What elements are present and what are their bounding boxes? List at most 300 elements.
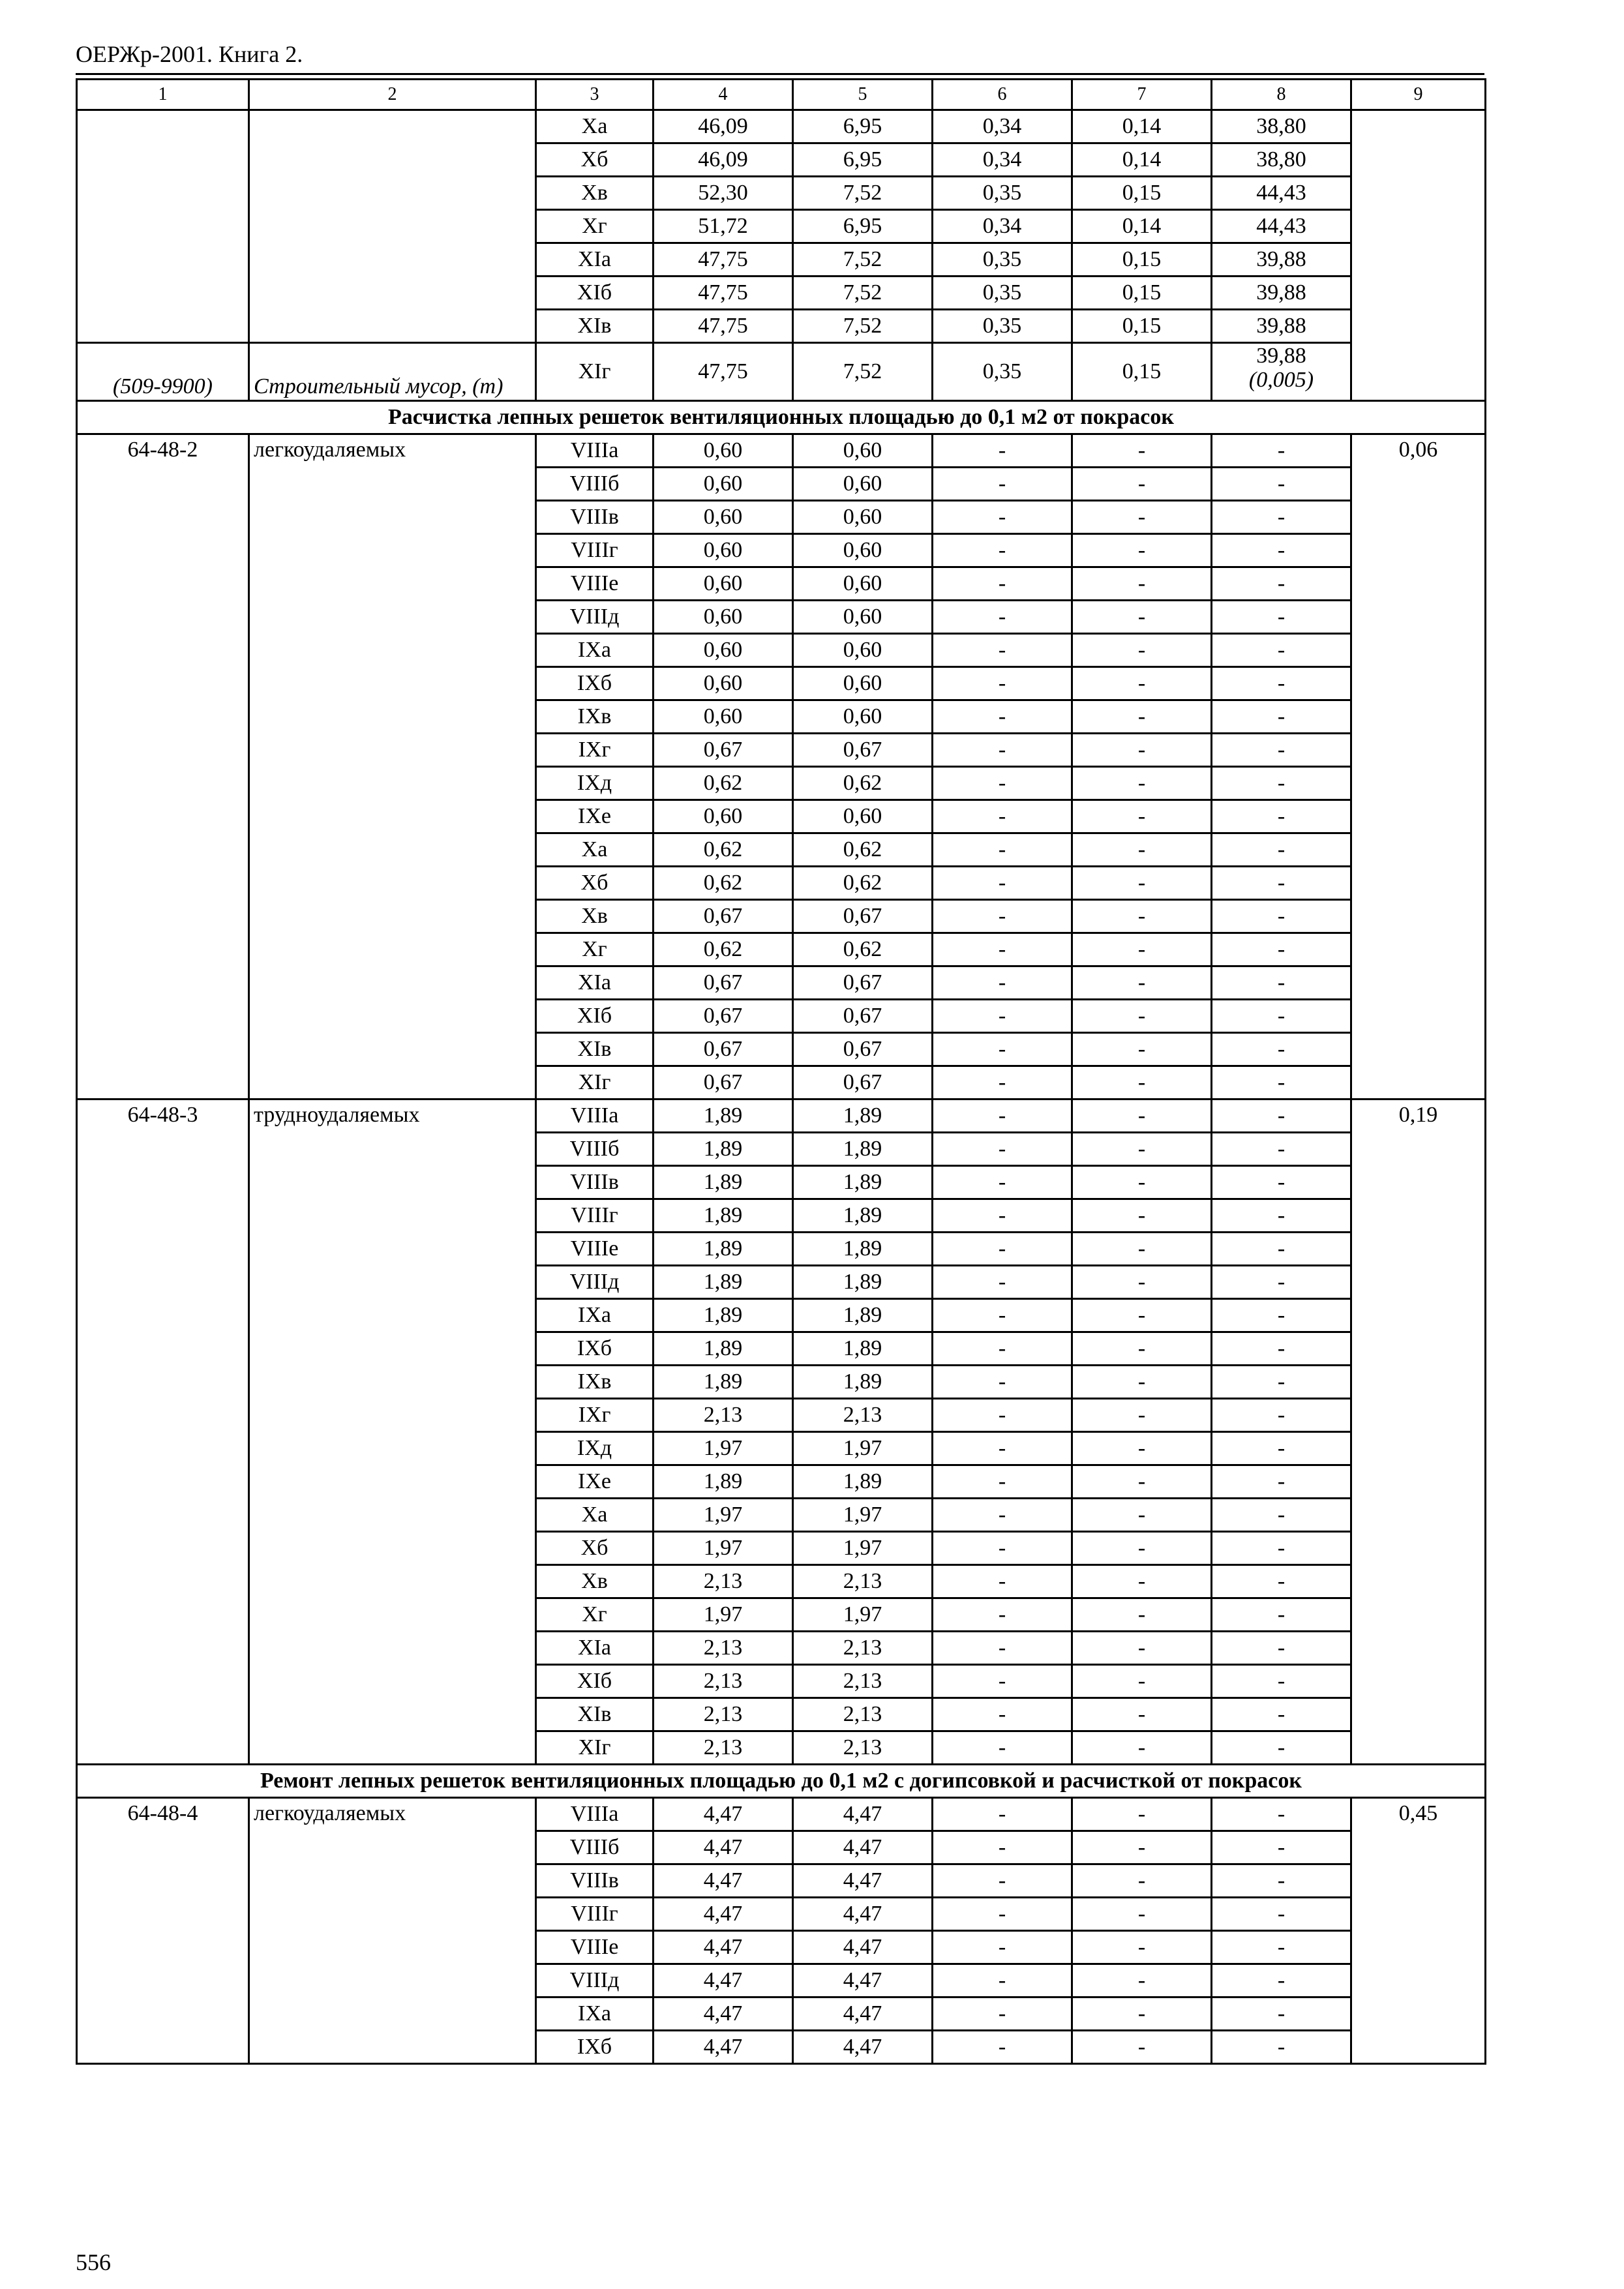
region-cell: Xв xyxy=(536,177,654,210)
value-cell: - xyxy=(1072,601,1212,634)
value-cell: - xyxy=(1072,933,1212,966)
region-cell: Xг xyxy=(536,210,654,243)
col9-cell: 0,19 xyxy=(1351,1100,1486,1765)
value-cell: 2,13 xyxy=(793,1731,933,1765)
region-cell: XIг xyxy=(536,1066,654,1100)
value-cell: 1,89 xyxy=(793,1366,933,1399)
value-cell: - xyxy=(1212,867,1351,900)
value-cell: 2,13 xyxy=(654,1698,793,1731)
region-cell: VIIIв xyxy=(536,1864,654,1898)
value-cell: - xyxy=(1212,634,1351,667)
column-number: 6 xyxy=(933,80,1072,110)
value-cell: - xyxy=(1212,534,1351,567)
value-cell: - xyxy=(933,700,1072,734)
value-cell: 2,13 xyxy=(793,1698,933,1731)
value-cell: 0,62 xyxy=(793,767,933,800)
value-cell: 1,89 xyxy=(793,1332,933,1366)
code-cell: 64-48-3 xyxy=(77,1100,249,1765)
value-cell: - xyxy=(1212,1665,1351,1698)
value-cell: - xyxy=(933,767,1072,800)
value-cell: - xyxy=(933,1798,1072,1831)
page-number: 556 xyxy=(76,2249,111,2275)
value-cell: 2,13 xyxy=(793,1399,933,1432)
value-cell: 1,97 xyxy=(654,1598,793,1632)
region-cell: XIa xyxy=(536,966,654,1000)
value-cell: - xyxy=(1212,1199,1351,1233)
value-cell: - xyxy=(1072,1366,1212,1399)
value-cell: 0,67 xyxy=(654,900,793,933)
value-cell: - xyxy=(1072,1864,1212,1898)
region-cell: VIIIв xyxy=(536,501,654,534)
col9-cell: 0,45 xyxy=(1351,1798,1486,2064)
value-cell: - xyxy=(1212,667,1351,700)
region-cell: IXд xyxy=(536,767,654,800)
value-cell: 2,13 xyxy=(654,1399,793,1432)
value-cell: 2,13 xyxy=(654,1731,793,1765)
value-cell: 1,89 xyxy=(654,1465,793,1499)
region-cell: XIб xyxy=(536,1000,654,1033)
value-cell: 0,67 xyxy=(654,1066,793,1100)
value-cell: - xyxy=(1072,567,1212,601)
value-cell: 1,89 xyxy=(793,1233,933,1266)
value-cell: - xyxy=(933,1266,1072,1299)
value-cell: 2,13 xyxy=(793,1665,933,1698)
value-cell: 6,95 xyxy=(793,210,933,243)
value-cell: 4,47 xyxy=(793,1798,933,1831)
value-cell: 0,15 xyxy=(1072,343,1212,401)
value-cell: - xyxy=(933,2031,1072,2064)
waste-code-cell: (509-9900) xyxy=(77,343,249,401)
value-cell: 4,47 xyxy=(793,1964,933,1997)
value-cell: 4,47 xyxy=(793,1931,933,1964)
value-cell: 1,89 xyxy=(654,1266,793,1299)
value-cell: - xyxy=(1212,1233,1351,1266)
value-cell: - xyxy=(933,1931,1072,1964)
region-cell: XIв xyxy=(536,1033,654,1066)
value-cell: 47,75 xyxy=(654,277,793,310)
value-cell: 1,89 xyxy=(793,1100,933,1133)
value-cell: - xyxy=(1212,1698,1351,1731)
value-cell: - xyxy=(1212,1499,1351,1532)
value-cell: - xyxy=(1212,734,1351,767)
value-cell: 1,89 xyxy=(654,1299,793,1332)
value-cell: 0,60 xyxy=(793,534,933,567)
value-cell: - xyxy=(1212,1465,1351,1499)
region-cell: VIIIб xyxy=(536,468,654,501)
section-title-row xyxy=(77,1765,1486,1798)
value-cell: 0,67 xyxy=(793,734,933,767)
region-cell: Xa xyxy=(536,833,654,867)
value-cell: - xyxy=(1072,1332,1212,1366)
value-cell: - xyxy=(933,434,1072,468)
value-cell: - xyxy=(1072,434,1212,468)
value-cell: 1,97 xyxy=(793,1499,933,1532)
value-cell: 1,89 xyxy=(654,1233,793,1266)
value-cell: - xyxy=(1072,2031,1212,2064)
value-cell: 47,75 xyxy=(654,243,793,277)
value-cell: - xyxy=(1072,1266,1212,1299)
region-cell: Xв xyxy=(536,900,654,933)
value-cell: - xyxy=(1212,966,1351,1000)
region-cell: VIIIд xyxy=(536,1964,654,1997)
value-cell: - xyxy=(1212,1266,1351,1299)
value-cell: 0,60 xyxy=(793,501,933,534)
column-number: 9 xyxy=(1351,80,1486,110)
value-cell: - xyxy=(1072,1898,1212,1931)
value-cell: 0,62 xyxy=(654,767,793,800)
region-cell: IXб xyxy=(536,667,654,700)
value-cell: - xyxy=(1212,1066,1351,1100)
value-cell: 0,60 xyxy=(793,468,933,501)
value-cell: 44,43 xyxy=(1212,177,1351,210)
name-cell: легкоудаляемых xyxy=(249,1798,536,2064)
value-cell: - xyxy=(1212,1366,1351,1399)
name-cell: легкоудаляемых xyxy=(249,434,536,1100)
value-cell: 0,60 xyxy=(793,434,933,468)
value-cell: 1,97 xyxy=(654,1532,793,1565)
region-cell: XIв xyxy=(536,1698,654,1731)
region-cell: Xб xyxy=(536,143,654,177)
value-cell: - xyxy=(1072,468,1212,501)
value-cell: - xyxy=(1212,1864,1351,1898)
value-cell: - xyxy=(933,1565,1072,1598)
table-row xyxy=(77,110,1486,143)
name-cell xyxy=(249,110,536,343)
region-cell: Xб xyxy=(536,867,654,900)
value-cell: - xyxy=(933,1831,1072,1864)
value-cell: 0,60 xyxy=(654,501,793,534)
region-cell: IXг xyxy=(536,1399,654,1432)
value-cell: - xyxy=(1212,1565,1351,1598)
value-cell: 0,35 xyxy=(933,277,1072,310)
value-cell: 0,15 xyxy=(1072,277,1212,310)
value-cell: 0,60 xyxy=(654,534,793,567)
value-cell: 0,15 xyxy=(1072,243,1212,277)
region-cell: IXб xyxy=(536,1332,654,1366)
value-cell: 44,43 xyxy=(1212,210,1351,243)
region-cell: VIIIa xyxy=(536,1100,654,1133)
value-cell: 0,62 xyxy=(654,933,793,966)
value-cell: - xyxy=(1072,734,1212,767)
value-cell: - xyxy=(1072,867,1212,900)
value-cell: - xyxy=(1072,1931,1212,1964)
value-cell: 0,60 xyxy=(654,434,793,468)
value-cell: - xyxy=(1072,700,1212,734)
value-cell: 0,60 xyxy=(654,634,793,667)
value-cell: - xyxy=(1212,800,1351,833)
value-cell: - xyxy=(1072,1565,1212,1598)
value-cell: - xyxy=(1072,1100,1212,1133)
region-cell: VIIIa xyxy=(536,1798,654,1831)
region-cell: VIIIе xyxy=(536,1931,654,1964)
column-number: 7 xyxy=(1072,80,1212,110)
region-cell: XIг xyxy=(536,343,654,401)
value-cell: 1,97 xyxy=(793,1598,933,1632)
value-cell: - xyxy=(1072,1033,1212,1066)
code-cell: 64-48-2 xyxy=(77,434,249,1100)
value-cell: 1,97 xyxy=(793,1432,933,1465)
value-cell: 4,47 xyxy=(793,2031,933,2064)
value-cell: 51,72 xyxy=(654,210,793,243)
value-cell: 0,67 xyxy=(793,1066,933,1100)
value-cell: 0,62 xyxy=(654,833,793,867)
value-cell: 7,52 xyxy=(793,277,933,310)
value-cell: - xyxy=(1072,1432,1212,1465)
value-cell: - xyxy=(1212,1000,1351,1033)
value-cell: 1,89 xyxy=(793,1299,933,1332)
value-cell: 0,60 xyxy=(654,601,793,634)
column-number: 8 xyxy=(1212,80,1351,110)
value-cell: 1,89 xyxy=(793,1199,933,1233)
value-cell: 0,67 xyxy=(793,900,933,933)
value-cell: 47,75 xyxy=(654,310,793,343)
value-cell: - xyxy=(1212,933,1351,966)
value-cell: 1,89 xyxy=(793,1266,933,1299)
value-cell: 0,67 xyxy=(654,966,793,1000)
value-cell: 4,47 xyxy=(793,1864,933,1898)
value-cell: 0,60 xyxy=(793,667,933,700)
column-number: 3 xyxy=(536,80,654,110)
value-cell: - xyxy=(1072,667,1212,700)
value-cell: 46,09 xyxy=(654,143,793,177)
value-cell: 4,47 xyxy=(654,1964,793,1997)
value-cell: 52,30 xyxy=(654,177,793,210)
value-cell: - xyxy=(1212,601,1351,634)
value-cell: - xyxy=(1072,1499,1212,1532)
value-cell: 0,14 xyxy=(1072,210,1212,243)
region-cell: VIIIв xyxy=(536,1166,654,1199)
value-cell: - xyxy=(933,734,1072,767)
region-cell: Xa xyxy=(536,110,654,143)
value-cell: 0,14 xyxy=(1072,110,1212,143)
value-cell: - xyxy=(933,1632,1072,1665)
region-cell: IXе xyxy=(536,800,654,833)
region-cell: XIa xyxy=(536,1632,654,1665)
value-cell: - xyxy=(933,1399,1072,1432)
region-cell: IXв xyxy=(536,700,654,734)
value-cell: - xyxy=(1072,1166,1212,1199)
value-cell: - xyxy=(1072,534,1212,567)
value-cell: - xyxy=(1212,1332,1351,1366)
value-cell: 0,60 xyxy=(793,700,933,734)
value-cell: - xyxy=(933,601,1072,634)
value-cell: 0,60 xyxy=(654,800,793,833)
value-cell: 7,52 xyxy=(793,310,933,343)
column-number: 4 xyxy=(654,80,793,110)
region-cell: VIIIд xyxy=(536,601,654,634)
value-cell: - xyxy=(933,1964,1072,1997)
region-cell: VIIIг xyxy=(536,1898,654,1931)
value-cell: - xyxy=(1072,1798,1212,1831)
value-cell: - xyxy=(1212,900,1351,933)
region-cell: VIIIе xyxy=(536,567,654,601)
name-cell: трудноудаляемых xyxy=(249,1100,536,1765)
value-cell: - xyxy=(1212,1731,1351,1765)
value-cell: 38,80 xyxy=(1212,143,1351,177)
value-cell: 0,35 xyxy=(933,310,1072,343)
value-cell: - xyxy=(1212,468,1351,501)
value-cell: - xyxy=(1072,1066,1212,1100)
value-cell: 1,89 xyxy=(654,1166,793,1199)
value-cell: - xyxy=(1212,1166,1351,1199)
value-cell: - xyxy=(933,1864,1072,1898)
value-cell: 0,62 xyxy=(793,833,933,867)
value-cell: 0,67 xyxy=(793,1033,933,1066)
value-cell: - xyxy=(1212,1831,1351,1864)
waste-name-cell: Строительный мусор, (т) xyxy=(249,343,536,401)
value-cell: - xyxy=(933,900,1072,933)
value-cell: 0,34 xyxy=(933,110,1072,143)
value-cell: 0,15 xyxy=(1072,177,1212,210)
region-cell: VIIIa xyxy=(536,434,654,468)
value-cell: - xyxy=(933,1233,1072,1266)
section-title: Ремонт лепных решеток вентиляционных площадью до 0,1 м2 с догипсовкой и расчисткой от покрасок xyxy=(77,1765,1486,1798)
value-cell: 4,47 xyxy=(654,1931,793,1964)
value-cell: - xyxy=(1212,567,1351,601)
value-cell: 0,60 xyxy=(793,601,933,634)
region-cell: IXе xyxy=(536,1465,654,1499)
region-cell: XIa xyxy=(536,243,654,277)
value-cell: - xyxy=(1212,1033,1351,1066)
value-cell: - xyxy=(1212,1632,1351,1665)
value-cell: 0,67 xyxy=(654,1000,793,1033)
value-cell: - xyxy=(1072,1532,1212,1565)
value-cell: 2,13 xyxy=(654,1565,793,1598)
table-row xyxy=(77,1798,1486,1831)
value-cell: - xyxy=(1072,1000,1212,1033)
value-cell: 7,52 xyxy=(793,243,933,277)
region-cell: VIIIд xyxy=(536,1266,654,1299)
table-row xyxy=(77,1100,1486,1133)
value-cell: - xyxy=(1212,1532,1351,1565)
value-cell: - xyxy=(1212,2031,1351,2064)
value-cell: - xyxy=(933,1100,1072,1133)
region-cell: Xв xyxy=(536,1565,654,1598)
value-cell: - xyxy=(933,1133,1072,1166)
empty-cell xyxy=(1351,110,1486,401)
value-cell: - xyxy=(1072,1731,1212,1765)
value-cell: - xyxy=(1072,900,1212,933)
value-cell: - xyxy=(933,1665,1072,1698)
value-cell: 4,47 xyxy=(793,1997,933,2031)
value-cell: - xyxy=(1212,1798,1351,1831)
code-cell: 64-48-4 xyxy=(77,1798,249,2064)
value-cell: - xyxy=(933,1199,1072,1233)
region-cell: IXa xyxy=(536,1997,654,2031)
region-cell: Xг xyxy=(536,1598,654,1632)
value-cell: 0,35 xyxy=(933,177,1072,210)
section-title-row xyxy=(77,401,1486,434)
column-number-row xyxy=(77,80,1486,110)
value-cell: - xyxy=(933,1499,1072,1532)
value-cell: - xyxy=(1212,1432,1351,1465)
region-cell: XIв xyxy=(536,310,654,343)
value-cell: - xyxy=(1212,1598,1351,1632)
value-cell: - xyxy=(1212,700,1351,734)
value-cell: - xyxy=(933,867,1072,900)
value-cell: - xyxy=(1072,966,1212,1000)
value-cell: 6,95 xyxy=(793,110,933,143)
region-cell: VIIIг xyxy=(536,534,654,567)
value-cell: 2,13 xyxy=(654,1632,793,1665)
value-cell: - xyxy=(1072,1598,1212,1632)
region-cell: XIб xyxy=(536,277,654,310)
value-cell: - xyxy=(1212,1100,1351,1133)
value-cell: - xyxy=(933,1598,1072,1632)
value-cell: 0,34 xyxy=(933,210,1072,243)
value-cell: 4,47 xyxy=(654,1798,793,1831)
value-cell: 39,88 xyxy=(1212,310,1351,343)
value-cell: 1,89 xyxy=(654,1366,793,1399)
value-cell: 1,89 xyxy=(654,1100,793,1133)
value-cell: - xyxy=(1212,767,1351,800)
value-cell: - xyxy=(1212,434,1351,468)
value-cell: 2,13 xyxy=(654,1665,793,1698)
value-cell: 4,47 xyxy=(654,1898,793,1931)
value-cell: - xyxy=(933,1000,1072,1033)
value-cell: - xyxy=(933,567,1072,601)
region-cell: IXг xyxy=(536,734,654,767)
value-cell: 1,97 xyxy=(654,1432,793,1465)
region-cell: XIг xyxy=(536,1731,654,1765)
col9-cell: 0,06 xyxy=(1351,434,1486,1100)
region-cell: IXв xyxy=(536,1366,654,1399)
value-cell: - xyxy=(933,1465,1072,1499)
value-cell: 1,97 xyxy=(654,1499,793,1532)
value-cell: - xyxy=(933,1997,1072,2031)
table-row xyxy=(77,434,1486,468)
value-cell: - xyxy=(1072,1831,1212,1864)
value-cell: 0,60 xyxy=(654,567,793,601)
value-cell: 6,95 xyxy=(793,143,933,177)
value-cell: - xyxy=(933,1366,1072,1399)
value-cell: - xyxy=(933,1033,1072,1066)
value-cell: - xyxy=(1072,1465,1212,1499)
value-cell: 2,13 xyxy=(793,1632,933,1665)
region-cell: IXд xyxy=(536,1432,654,1465)
value-cell: - xyxy=(1072,1133,1212,1166)
value-cell: - xyxy=(1072,1632,1212,1665)
value-cell: - xyxy=(933,1299,1072,1332)
value-cell: - xyxy=(1072,1299,1212,1332)
header-rule xyxy=(76,73,1484,75)
value-cell: - xyxy=(1212,1898,1351,1931)
value-cell: - xyxy=(933,833,1072,867)
value-cell: 0,15 xyxy=(1072,310,1212,343)
value-cell: 0,62 xyxy=(793,933,933,966)
value-cell: - xyxy=(1072,1997,1212,2031)
region-cell: Xг xyxy=(536,933,654,966)
value-cell: 0,62 xyxy=(793,867,933,900)
value-cell: 0,67 xyxy=(793,1000,933,1033)
value-cell xyxy=(1212,343,1351,401)
value-cell: - xyxy=(933,1066,1072,1100)
value-cell: - xyxy=(933,1532,1072,1565)
waste-value: (0,005) xyxy=(1248,368,1314,393)
value-cell: - xyxy=(1072,1233,1212,1266)
value-cell: 0,67 xyxy=(654,734,793,767)
region-cell: XIб xyxy=(536,1665,654,1698)
value-cell: 1,89 xyxy=(654,1332,793,1366)
value-cell: - xyxy=(933,667,1072,700)
value-cell: 1,89 xyxy=(793,1133,933,1166)
value-cell: 7,52 xyxy=(793,177,933,210)
value-cell: 0,60 xyxy=(654,468,793,501)
value-cell: - xyxy=(1072,800,1212,833)
value-cell: - xyxy=(1072,767,1212,800)
rates-table-body xyxy=(77,80,1486,2064)
code-cell xyxy=(77,110,249,343)
